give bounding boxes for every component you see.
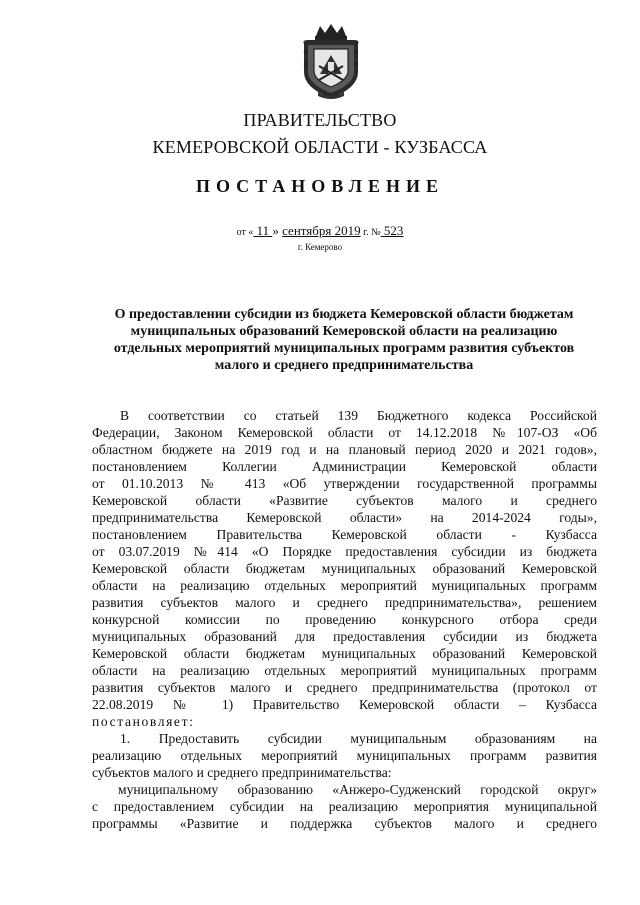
document-title	[88, 306, 600, 374]
body-line: Федерации, Законом Кемеровской области от 14.12.2018 №107-ОЗ «Об	[92, 425, 597, 440]
body-line: реализацию отдельных мероприятий муниципальных программ развития	[92, 748, 597, 763]
document-city: г. Кемерово	[297, 242, 343, 252]
date-prefix: от «	[236, 227, 254, 238]
body-line: области на реализацию отдельных мероприятий муниципальных программ	[92, 578, 597, 593]
title-line: отдельных мероприятий муниципальных программ развития субъектов	[113, 341, 575, 356]
title-line: малого и среднего предпринимательства	[214, 358, 474, 373]
document-body	[92, 407, 597, 832]
coat-of-arms-emblem	[300, 22, 362, 100]
body-line: 22.08.2019 № 1) Правительство Кемеровской области – Кузбасса	[92, 697, 597, 712]
body-line: Кемеровской области «Развитие субъектов малого и среднего	[92, 493, 597, 508]
body-line: конкурсной комиссии по проведению конкурсного отбора среди	[92, 612, 597, 627]
body-line: субъектов малого и среднего предпринимательства:	[92, 765, 392, 780]
date-suffix: г. №	[360, 227, 381, 238]
date-mid: »	[272, 223, 283, 238]
body-line: постановлением Правительства Кемеровской области - Кузбасса	[92, 527, 597, 542]
body-line: 1. Предоставить субсидии муниципальным образованиям на	[120, 731, 597, 746]
government-name-line-2: КЕМЕРОВСКОЙ ОБЛАСТИ - КУЗБАССА	[152, 137, 488, 157]
document-type-heading: ПОСТАНОВЛЕНИЕ	[195, 176, 445, 196]
title-line: О предоставлении субсидии из бюджета Кемеровской области бюджетам	[114, 307, 574, 322]
body-line: муниципальному образованию «Анжеро-Судженский городской округ»	[118, 782, 597, 797]
body-line: областном бюджете на 2019 год и на плановый период 2020 и 2021 годов»,	[92, 442, 597, 457]
government-name-line-1: ПРАВИТЕЛЬСТВО	[243, 110, 397, 130]
body-line: области на реализацию отдельных мероприятий муниципальных программ	[92, 663, 597, 678]
date-month-year: сентября 2019	[282, 223, 361, 238]
document-date-number	[0, 223, 640, 239]
body-line: предпринимательства Кемеровской области» на 2014-2024 годы»,	[92, 510, 597, 525]
date-day: 11	[253, 223, 273, 238]
body-line: Кемеровской области бюджетам муниципальных образований Кемеровской	[92, 561, 597, 576]
body-line: от 03.07.2019 №414 «О Порядке предоставления субсидии из бюджета	[92, 544, 597, 559]
body-line: программы «Развитие и поддержка субъектов малого и среднего	[92, 816, 597, 831]
body-line: постановлением Коллегии Администрации Кемеровской области	[92, 459, 597, 474]
body-line: развития субъектов малого и среднего предпринимательства», решением	[92, 595, 597, 610]
body-line: от 01.10.2013 № 413 «Об утверждении государственной программы	[92, 476, 597, 491]
title-line: муниципальных образований Кемеровской области на реализацию	[130, 324, 558, 339]
body-line: с предоставлением субсидии на реализацию мероприятия муниципальной	[92, 799, 597, 814]
body-line: развития субъектов малого и среднего предпринимательства (протокол от	[92, 680, 597, 695]
document-number: 523	[380, 223, 404, 238]
body-line: Кемеровской области бюджетам муниципальных образований Кемеровской	[92, 646, 597, 661]
body-line: В соответствии со статьей 139 Бюджетного кодекса Российской	[120, 408, 597, 423]
resolves-word: постановляет:	[92, 714, 195, 729]
body-line: муниципальных образований для предоставления субсидии из бюджета	[92, 629, 597, 644]
